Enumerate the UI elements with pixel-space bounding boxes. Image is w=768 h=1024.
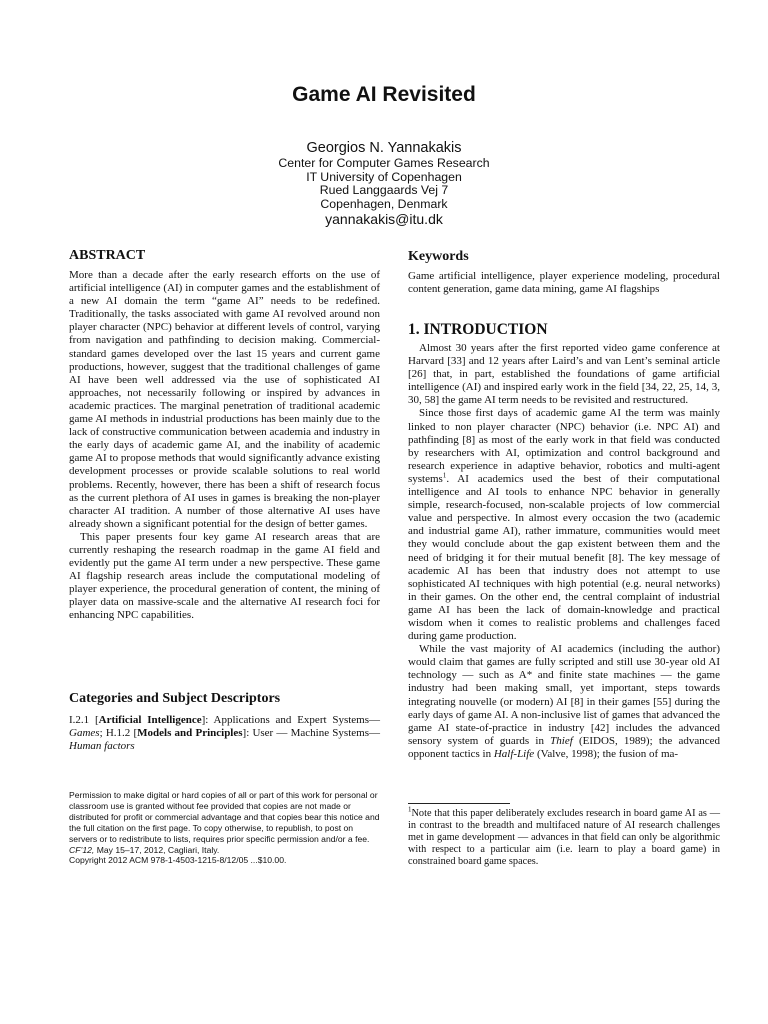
keywords-heading: Keywords	[408, 249, 469, 264]
conference-details: May 15–17, 2012, Cagliari, Italy.	[94, 844, 220, 855]
abstract-body	[69, 269, 380, 623]
category-subject: Human factors	[69, 740, 135, 753]
affiliation-line: IT University of Copenhagen	[306, 169, 462, 184]
author-block	[0, 139, 768, 228]
abstract-heading: ABSTRACT	[69, 248, 146, 263]
category-subject: Games	[69, 727, 100, 740]
category-name: Models and Principles	[137, 727, 243, 740]
intro-paragraph	[408, 407, 720, 643]
author-name: Georgios N. Yannakakis	[306, 140, 462, 156]
footnote-mark: 1	[408, 805, 412, 814]
intro-paragraph	[408, 643, 720, 761]
conference-line	[69, 845, 380, 856]
game-title: Thief	[550, 734, 573, 747]
intro-text: (EIDOS, 1989); the advanced opponent tactics in	[408, 734, 720, 760]
introduction-body	[408, 342, 720, 761]
game-title: Half-Life	[493, 747, 535, 760]
categories-heading: Categories and Subject Descriptors	[69, 691, 281, 706]
footnote	[408, 805, 720, 868]
intro-text: (Valve, 1998); the fusion of ma-	[534, 747, 679, 760]
category-text: ]: Applications and Expert Systems—	[201, 714, 381, 726]
categories-body	[69, 714, 380, 753]
category-name: Artificial Intelligence	[98, 714, 202, 726]
intro-paragraph: Almost 30 years after the first reported video game conference at Harvard [33] and 12 years after Laird’s and van Lent’s seminal article [26] that, in part, established the foundations of game artificial intelligence (AI) and inspired early work in the field [34, 22, 25, 14, 3, 30, 58] the game AI term needs to be revisited and restructured.	[408, 342, 720, 407]
conference-name: CF’12,	[69, 844, 95, 855]
footnote-divider	[408, 803, 510, 804]
footnote-marker: 1	[442, 471, 447, 480]
intro-text: . AI academics used the best of their computational intelligence and AI tools to enhance NPC behavior in generally simple, research-focused, non-scalable projects of low commercial value and perspective. In almost every occasion the two (academic and industrial game AI), rather immature, communities would meet they would conclude about the gap existent between them and the need of bridging it for their mutual benefit [8]. The key message of academic AI has been that industry does not attempt to use sophisticated AI techniques with high potential (e.g. neural networks) in their games. On the other end, the central complaint of industrial game AI has been the lack of domain-knowledge and practical wisdom when it comes to realistic problems and challenges faced during game production.	[408, 472, 720, 643]
intro-text: While the vast majority of AI academics (including the author) would claim that games are fully scripted and still use 30-year old AI technology — such as A* and finite state machines — the game industry had been making small, yet important, steps towards integrating nouvelle (or modern) AI [8] in their games [55] during the early days of game AI. A non-inclusive list of games that advanced the game AI state-of-practice in industry [42] includes the advanced sensory system of guards in	[408, 643, 720, 747]
affiliation-line: Copenhagen, Denmark	[320, 196, 448, 211]
category-code: ; H.1.2 [	[99, 727, 138, 740]
author-email: yannakakis@itu.dk	[325, 211, 443, 228]
intro-text: Since those first days of academic game AI the term was mainly linked to non player character (NPC) behavior (i.e. NPC AI) and pathfinding [8] as most of the early work in that field was conducted by researchers with AI, optimization and control background and research experience in adaptive behavior, robotics and multi-agent systems	[408, 407, 720, 485]
affiliation-line: Center for Computer Games Research	[278, 156, 490, 170]
permission-text: Permission to make digital or hard copies of all or part of this work for personal or classroom use is granted without fee provided that copies are not made or distributed for profit or commercial advantage and that copies bear this notice and the full citation on the first page. To copy otherwise, to republish, to post on servers or to redistribute to lists, requires prior specific permission and/or a fee.	[69, 790, 380, 844]
affiliation-line: Rued Langgaards Vej 7	[319, 183, 449, 198]
footnote-text: Note that this paper deliberately excludes research in board game AI as — in contrast to the breadth and multifaced nature of AI research challenges met in game development — advances in that field can only be algorithmic with respect to a particular aim (i.e. learn to play a board game) in constrained board game spaces.	[408, 808, 720, 868]
introduction-heading: 1. INTRODUCTION	[408, 321, 548, 338]
category-text: ]: User — Machine Systems—	[242, 727, 380, 740]
paper-title: Game AI Revisited	[292, 83, 476, 106]
permission-notice	[69, 790, 380, 866]
copyright-line: Copyright 2012 ACM 978-1-4503-1215-8/12/05 ...$10.00.	[69, 855, 287, 866]
abstract-paragraph: More than a decade after the early research efforts on the use of artificial intelligence (AI) in computer games and the establishment of a new AI domain the term “game AI” needs to be redefined. Traditionally, the tasks associated with game AI revolved around non player character (NPC) behavior at different levels of control, varying from navigation and pathfinding to decision making. Commercial-standard games developed over the last 15 years and current game productions, however, suggest that the traditional challenges of game AI have been well addressed via the use of sophisticated AI approaches, not necessarily following or inspired by advances in academic practices. The marginal penetration of traditional academic game AI methods in industrial productions has been mainly due to the lack of constructive communication between academia and industry in the early days of academic game AI, and the inability of academic game AI to propose methods that would significantly advance existing development processes or provide scalable solutions to real world problems. Recently, however, there has been a shift of research focus as the current plethora of AI uses in games is breaking the non-player character AI tradition. A number of those alternative AI uses have already shown a significant potential for the design of better games.	[69, 269, 380, 530]
category-code: I.2.1 [	[69, 714, 99, 726]
keywords-body: Game artificial intelligence, player experience modeling, procedural content generation, game data mining, game AI flagships	[408, 270, 720, 296]
abstract-paragraph: This paper presents four key game AI research areas that are currently reshaping the research roadmap in the game AI field and evidently put the game AI term under a new perspective. These game AI flagship research areas include the computational modeling of player experience, the procedural generation of content, the mining of player data on massive-scale and the alternative AI research foci for enhancing NPC capabilities.	[69, 530, 380, 622]
